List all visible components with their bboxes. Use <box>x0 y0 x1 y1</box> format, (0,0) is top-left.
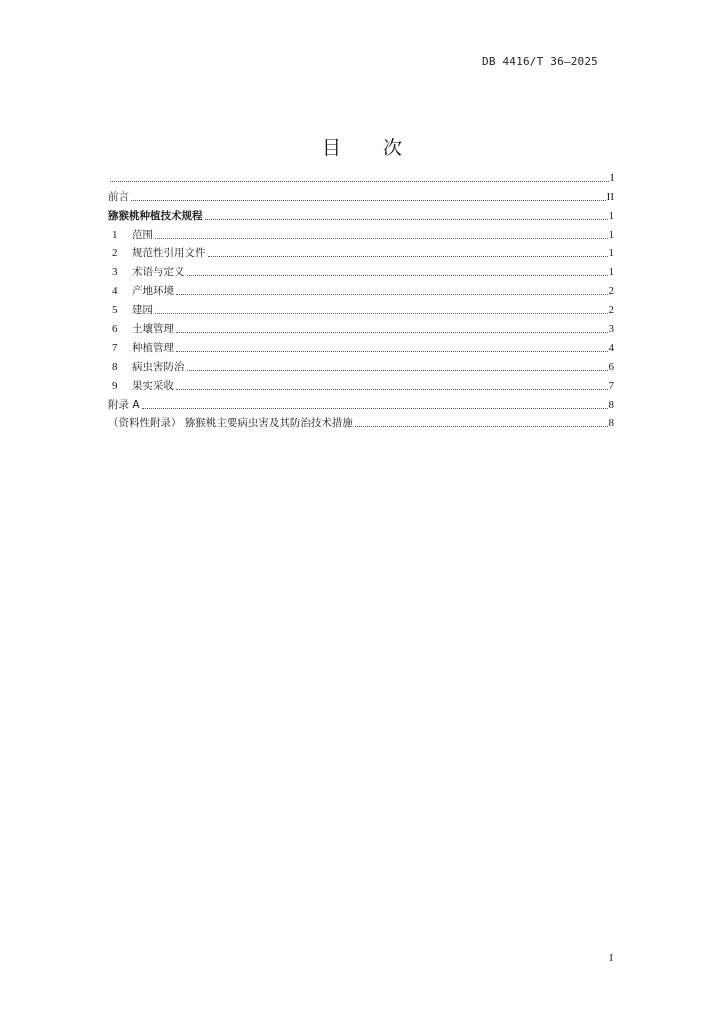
toc-entry-text: 猕猴桃种植技术规程 <box>108 209 203 222</box>
toc-entry-page: 7 <box>608 379 614 392</box>
toc-entry[interactable] <box>108 317 614 336</box>
toc-entry-number: 4 <box>112 285 118 298</box>
toc-entry-number: 9 <box>112 379 118 392</box>
toc-entry-number: 3 <box>112 266 118 279</box>
toc-entry-page: 4 <box>608 341 614 354</box>
toc-entry-page: 2 <box>608 304 614 317</box>
toc-entry-number: 6 <box>112 323 118 336</box>
toc-entry-label <box>108 398 140 412</box>
toc-entry-text: 前言 <box>108 190 129 203</box>
toc-entry-number: 8 <box>112 360 118 373</box>
toc-entry[interactable] <box>108 393 614 412</box>
toc-entry-page: 2 <box>608 285 614 298</box>
dot-leader <box>176 388 608 390</box>
dot-leader <box>155 237 608 239</box>
toc-entry[interactable] <box>108 185 614 204</box>
toc-entry[interactable] <box>108 279 614 298</box>
document-code: DB 4416/T 36—2025 <box>482 55 598 68</box>
toc-entry-page: I <box>610 171 614 184</box>
toc-entry-page: 8 <box>608 417 614 430</box>
toc-entry[interactable] <box>108 355 614 374</box>
dot-leader <box>205 218 608 220</box>
toc-entry-page: II <box>606 190 614 203</box>
toc-entry-page: 6 <box>608 360 614 373</box>
toc-entry[interactable] <box>108 166 614 185</box>
dot-leader <box>142 407 608 409</box>
dot-leader <box>176 331 608 333</box>
toc-entry[interactable] <box>108 298 614 317</box>
dot-leader <box>187 369 608 371</box>
toc-entry-page: 1 <box>608 266 614 279</box>
toc-entry-number: 2 <box>112 247 118 260</box>
toc-entry-label <box>108 322 174 336</box>
toc-entry-text: 术语与定义 <box>132 266 185 279</box>
dot-leader <box>355 425 608 427</box>
toc-entry[interactable] <box>108 204 614 223</box>
toc-entry-text: 规范性引用文件 <box>132 247 206 260</box>
toc-entry[interactable] <box>108 242 614 261</box>
toc-entry-text: 果实采收 <box>132 379 174 392</box>
toc-entry-number: 1 <box>112 228 118 241</box>
toc-entry-page: 3 <box>608 323 614 336</box>
dot-leader <box>208 255 608 257</box>
toc-entry[interactable] <box>108 223 614 242</box>
toc-entry-label <box>108 228 153 242</box>
dot-leader <box>155 312 608 314</box>
toc-entry-number: 5 <box>112 304 118 317</box>
dot-leader <box>110 180 609 182</box>
toc-entry-text: 病虫害防治 <box>132 360 185 373</box>
toc-entry-label <box>108 341 174 355</box>
toc-entry-text: 种植管理 <box>132 341 174 354</box>
toc-entry[interactable] <box>108 374 614 393</box>
table-of-contents <box>108 166 614 430</box>
toc-entry[interactable] <box>108 336 614 355</box>
toc-entry-text: 土壤管理 <box>132 323 174 336</box>
dot-leader <box>187 274 608 276</box>
page-number: I <box>609 952 613 964</box>
toc-entry-label <box>108 284 174 298</box>
toc-entry-page: 1 <box>608 228 614 241</box>
toc-entry-label <box>108 416 353 430</box>
toc-entry[interactable] <box>108 260 614 279</box>
toc-entry-label <box>108 379 174 393</box>
toc-entry-text: （资料性附录） 猕猴桃主要病虫害及其防治技术措施 <box>108 417 353 430</box>
toc-entry-label <box>108 265 185 279</box>
toc-entry-text: 范围 <box>132 228 153 241</box>
toc-entry-label <box>108 303 153 317</box>
toc-entry-page: 8 <box>608 398 614 411</box>
dot-leader <box>176 350 608 352</box>
toc-entry-text: 附录 A <box>108 398 140 411</box>
toc-entry-number: 7 <box>112 341 118 354</box>
toc-entry[interactable] <box>108 412 614 431</box>
toc-entry-page: 1 <box>608 247 614 260</box>
toc-entry-label <box>108 360 185 374</box>
toc-entry-label <box>108 246 206 260</box>
dot-leader <box>131 199 606 201</box>
toc-entry-label <box>108 190 129 204</box>
toc-entry-text: 产地环境 <box>132 285 174 298</box>
dot-leader <box>176 293 608 295</box>
toc-entry-label <box>108 209 203 223</box>
toc-entry-page: 1 <box>608 209 614 222</box>
page-title: 目 次 <box>321 137 421 159</box>
toc-entry-text: 建园 <box>132 304 153 317</box>
